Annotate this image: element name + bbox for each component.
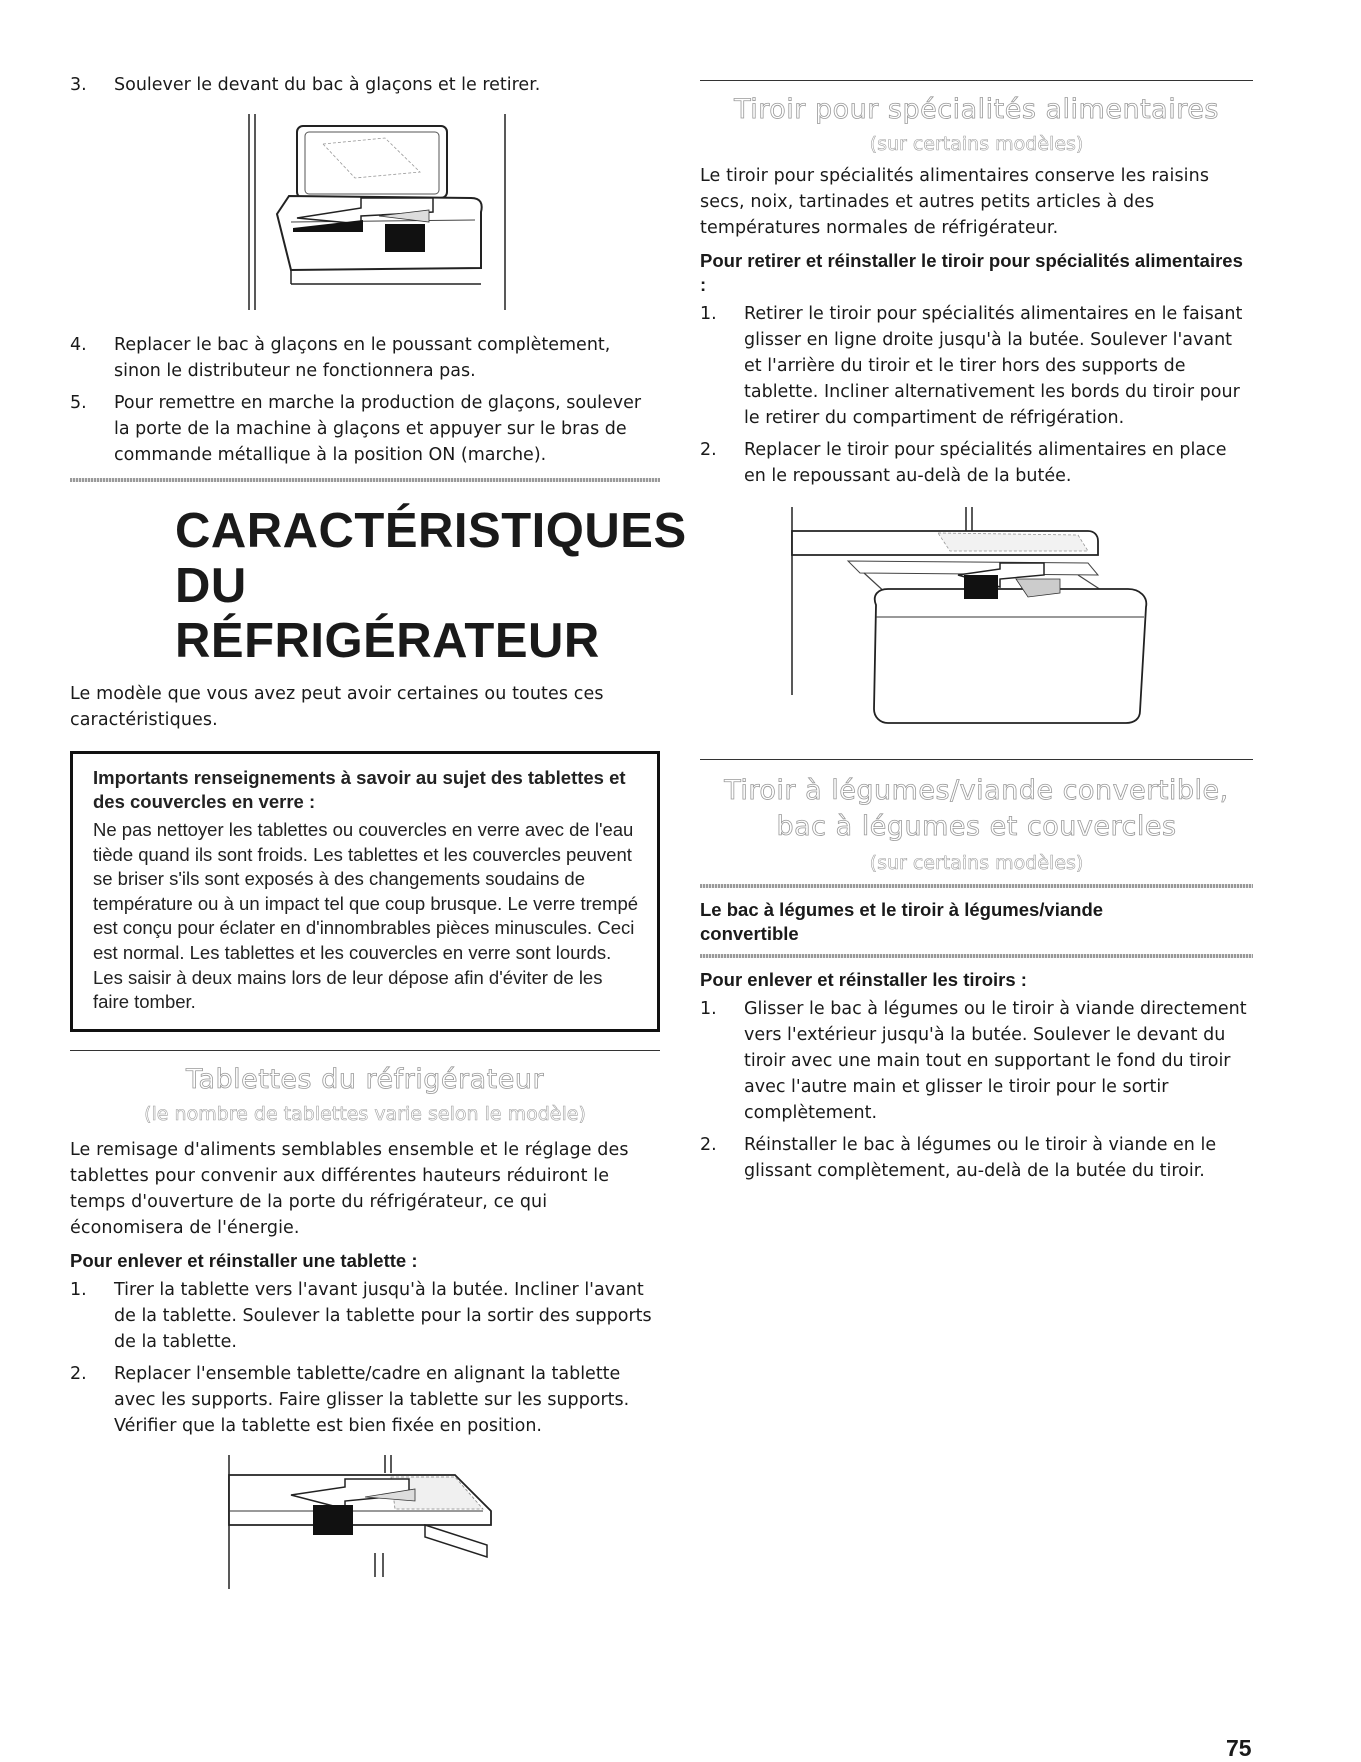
left-column <box>70 72 687 1593</box>
step-text: Tirer la tablette vers l'avant jusqu'à la butée. Incliner l'avant de la tablette. Soulever la tablette pour la sortir des supports de la tablette. <box>114 1279 652 1352</box>
step-number: 5. <box>70 393 87 413</box>
section-title-specialty: Tiroir pour spécialités alimentaires <box>734 94 1219 125</box>
step-text: Replacer l'ensemble tablette/cadre en alignant la tablette avec les supports. Faire glisser la tablette sur les supports. Vérifier que la tablette est bien fixée en position. <box>114 1363 630 1436</box>
step-text: Soulever le devant du bac à glaçons et le retirer. <box>114 75 541 95</box>
intro-text: Le modèle que vous avez peut avoir certaines ou toutes ces caractéristiques. <box>70 684 604 730</box>
warning-heading: Importants renseignements à savoir au sujet des tablettes et des couvercles en verre : <box>93 767 626 812</box>
step-number: 1. <box>700 999 717 1019</box>
step-text: Pour remettre en marche la production de glaçons, soulever la porte de la machine à glaçons et appuyer sur le bras de commande métallique à la position ON (marche). <box>114 393 642 465</box>
page-number: 75 <box>1226 1735 1252 1761</box>
specialty-steps <box>700 301 1253 489</box>
crisper-steps <box>700 996 1253 1184</box>
divider <box>700 759 1253 760</box>
shelf-illustration <box>225 1453 525 1593</box>
step-text: Replacer le tiroir pour spécialités alimentaires en place en le repoussant au-delà de la butée. <box>744 440 1227 486</box>
specialty-intro: Le tiroir pour spécialités alimentaires conserve les raisins secs, noix, tartinades et autres petits articles à des températures normales de réfrigérateur. <box>700 166 1210 238</box>
step-text: Réinstaller le bac à légumes ou le tiroir à viande en le glissant complètement, au-delà de la butée du tiroir. <box>744 1135 1217 1181</box>
main-title-line-2: DU RÉFRIGÉRATEUR <box>175 559 600 668</box>
list-item <box>70 332 660 384</box>
section-title-crisper-2: bac à légumes et couvercles <box>776 811 1177 842</box>
section-subtitle-crisper: (sur certains modèles) <box>869 852 1084 874</box>
main-title-line-1: CARACTÉRISTIQUES <box>175 504 687 558</box>
list-item <box>70 72 660 98</box>
crisper-heading: Pour enlever et réinstaller les tiroirs : <box>700 969 1027 990</box>
divider <box>70 1050 660 1051</box>
list-item <box>70 390 660 468</box>
specialty-heading: Pour retirer et réinstaller le tiroir pour spécialités alimentaires : <box>700 250 1243 295</box>
step-number: 3. <box>70 75 87 95</box>
list-item <box>70 1277 660 1355</box>
section-subtitle-specialty: (sur certains modèles) <box>869 133 1084 155</box>
list-item <box>700 1132 1253 1184</box>
divider <box>700 884 1253 888</box>
shelves-heading: Pour enlever et réinstaller une tablette : <box>70 1249 418 1271</box>
divider <box>700 80 1253 81</box>
list-item <box>700 996 1253 1126</box>
right-column <box>700 72 1253 1184</box>
list-item <box>700 301 1253 431</box>
divider <box>70 478 660 482</box>
step-text: Retirer le tiroir pour spécialités alimentaires en le faisant glisser en ligne droite jusqu'à la butée. Soulever l'avant et l'arrière du tiroir et le tirer hors des supports de tablette. Incliner alternativement les bords du tiroir pour le retirer du compartiment de réfrigération. <box>744 304 1243 428</box>
step-number: 4. <box>70 335 87 355</box>
step-number: 2. <box>70 1363 87 1384</box>
shelves-steps <box>70 1277 660 1439</box>
list-item <box>70 1361 660 1439</box>
warning-text: Ne pas nettoyer les tablettes ou couvercles en verre avec de l'eau tiède quand ils sont froids. Les tablettes et les couvercles peuvent se briser s'ils sont exposés à des changements soudains de température ou à un impact tel que coup brusque. Le verre trempé est conçu pour éclater en d'innombrables pièces minuscules. Ceci est normal. Les tablettes et les couvercles en verre sont lourds. Les saisir à deux mains lors de leur dépose afin d'éviter de les faire tomber. <box>93 819 639 1013</box>
divider <box>700 954 1253 958</box>
ice-step-3 <box>70 72 660 98</box>
main-title <box>70 504 687 669</box>
ice-bin-illustration <box>235 112 525 312</box>
step-number: 2. <box>700 440 717 460</box>
warning-box <box>70 751 660 1032</box>
step-number: 1. <box>700 304 717 324</box>
list-item <box>700 437 1253 489</box>
crisper-subhead: Le bac à légumes et le tiroir à légumes/viande convertible <box>700 899 1104 944</box>
step-number: 2. <box>700 1135 717 1155</box>
specialty-drawer-illustration <box>788 505 1188 745</box>
ice-steps <box>70 332 660 468</box>
section-subtitle-shelves: (le nombre de tablettes varie selon le modèle) <box>144 1102 586 1125</box>
step-number: 1. <box>70 1279 87 1300</box>
step-text: Glisser le bac à légumes ou le tiroir à viande directement vers l'extérieur jusqu'à la butée. Soulever le devant du tiroir avec une main tout en supportant le fond du tiroir avec l'autre main et glisser le tiroir pour le sortir complètement. <box>744 999 1247 1123</box>
shelves-intro: Le remisage d'aliments semblables ensemble et le réglage des tablettes pour convenir aux différentes hauteurs réduiront le temps d'ouverture de la porte du réfrigérateur, ce qui économisera de l'énergie. <box>70 1139 629 1238</box>
step-text: Replacer le bac à glaçons en le poussant complètement, sinon le distributeur ne fonctionnera pas. <box>114 335 611 381</box>
section-title-crisper-1: Tiroir à légumes/viande convertible, <box>724 775 1229 806</box>
section-title-shelves: Tablettes du réfrigérateur <box>185 1063 545 1095</box>
